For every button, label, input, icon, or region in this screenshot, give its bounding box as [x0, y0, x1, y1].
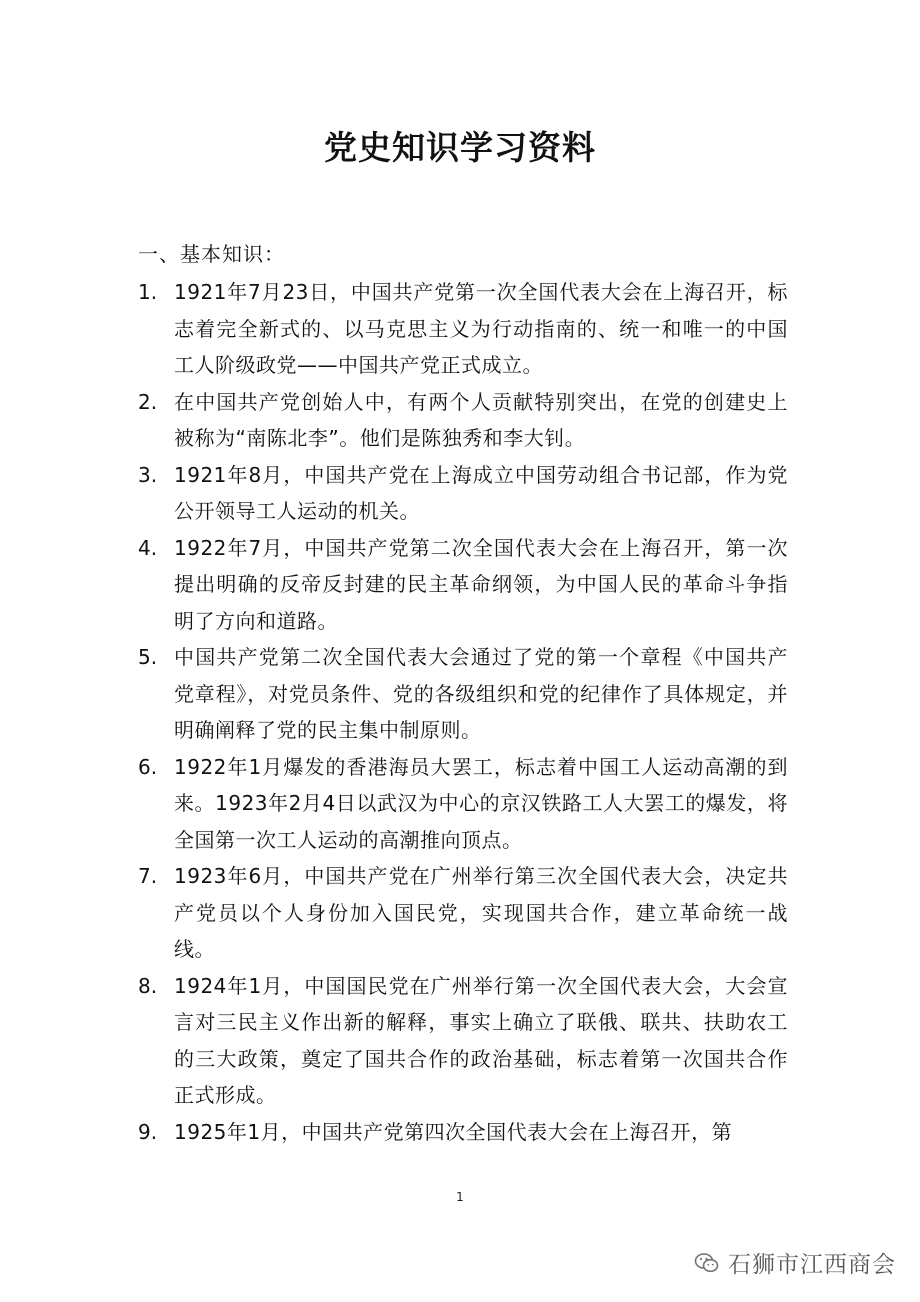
- item-number: 7.: [138, 864, 158, 888]
- list-item: [138, 968, 788, 1114]
- item-text: 在中国共产党创始人中，有两个人贡献特别突出，在党的创建史上被称为“南陈北李”。他们是陈独秀和李大钊。: [174, 389, 788, 450]
- item-text: 1921年7月23日，中国共产党第一次全国代表大会在上海召开，标志着完全新式的、以马克思主义为行动指南的、统一和唯一的中国工人阶级政党——中国共产党正式成立。: [174, 280, 788, 377]
- item-text: 1922年7月，中国共产党第二次全国代表大会在上海召开，第一次提出明确的反帝反封建的民主革命纲领，为中国人民的革命斗争指明了方向和道路。: [174, 535, 788, 633]
- list-item: [138, 457, 788, 530]
- item-number: 9.: [138, 1119, 158, 1144]
- item-text: 1921年8月，中国共产党在上海成立中国劳动组合书记部，作为党公开领导工人运动的机关。: [174, 462, 788, 523]
- item-text: 中国共产党第二次全国代表大会通过了党的第一个章程《中国共产党章程》，对党员条件、党的各级组织和党的纪律作了具体规定，并明确阐释了党的民主集中制原则。: [174, 645, 788, 742]
- item-text: 1923年6月，中国共产党在广州举行第三次全国代表大会，决定共产党员以个人身份加入国民党，实现国共合作，建立革命统一战线。: [174, 864, 788, 961]
- page-number: 1: [456, 1190, 464, 1204]
- watermark-text: 石狮市江西商会: [728, 1252, 896, 1278]
- item-text: 1922年1月爆发的香港海员大罢工，标志着中国工人运动高潮的到来。1923年2月4日以武汉为中心的京汉铁路工人大罢工的爆发，将全国第一次工人运动的高潮推向顶点。: [174, 754, 788, 852]
- list-item: [138, 1114, 788, 1151]
- item-number: 2.: [138, 389, 158, 414]
- item-number: 4.: [138, 535, 158, 560]
- section-heading: 一、基本知识：: [138, 242, 285, 266]
- watermark: [694, 1246, 896, 1279]
- wechat-icon: [694, 1250, 720, 1276]
- item-number: 3.: [138, 462, 158, 487]
- list-item: [138, 639, 788, 749]
- item-text: 1924年1月，中国国民党在广州举行第一次全国代表大会，大会宣言对三民主义作出新的解释，事实上确立了联俄、联共、扶助农工的三大政策，奠定了国共合作的政治基础，标志着第一次国共合作正式形成。: [174, 973, 788, 1107]
- knowledge-list: [138, 274, 788, 1150]
- list-item: [138, 274, 788, 384]
- list-item: [138, 858, 788, 968]
- item-number: 8.: [138, 973, 158, 998]
- item-number: 6.: [138, 754, 158, 779]
- list-item: [138, 384, 788, 457]
- item-number: 5.: [138, 645, 158, 669]
- list-item: [138, 749, 788, 859]
- item-number: 1.: [138, 280, 158, 304]
- document-title: 党史知识学习资料: [324, 128, 596, 167]
- item-text: 1925年1月，中国共产党第四次全国代表大会在上海召开，第: [174, 1119, 733, 1144]
- list-item: [138, 530, 788, 640]
